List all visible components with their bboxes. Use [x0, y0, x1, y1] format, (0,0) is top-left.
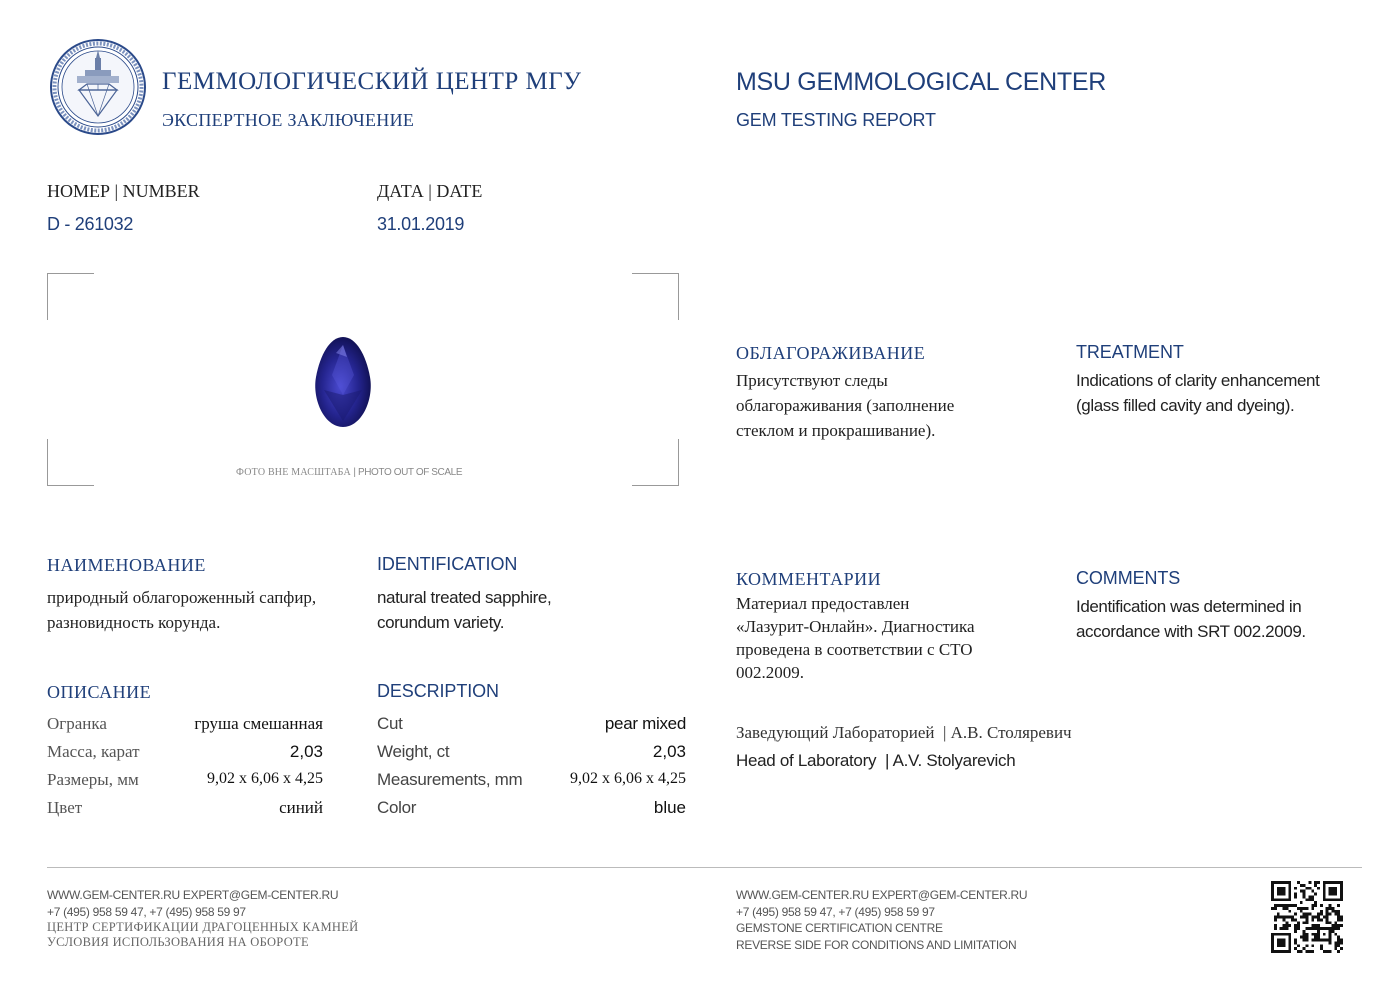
desc-row-weight-ru: Масса, карат: [47, 742, 140, 761]
identification-ru-label: НАИМЕНОВАНИЕ: [47, 555, 206, 575]
desc-row-measurements-ru: Размеры, мм: [47, 770, 139, 789]
footer-right: [736, 887, 1027, 953]
footer-right-centre: GEMSTONE CERTIFICATION CENTRE: [736, 921, 943, 935]
desc-row-weight-en: Weight, ct: [377, 742, 450, 761]
desc-row-measurements-en: Measurements, mm: [377, 770, 523, 789]
header-ru-title: ГЕММОЛОГИЧЕСКИЙ ЦЕНТР МГУ: [162, 68, 582, 95]
desc-row-color-ru: Цвет: [47, 798, 83, 817]
sapphire-photo: [312, 335, 374, 429]
signature-en: Head of Laboratory | A.V. Stolyarevich: [736, 751, 1016, 770]
desc-row-color-ru-value: синий: [279, 798, 323, 817]
header-en-subtitle: GEM TESTING REPORT: [736, 110, 936, 130]
desc-row-cut-ru-value: груша смешанная: [194, 714, 323, 733]
footer-divider: [47, 867, 1362, 868]
desc-row-color-en: Color: [377, 798, 417, 817]
footer-right-phones: +7 (495) 958 59 47, +7 (495) 958 59 97: [736, 904, 935, 919]
treatment-ru-text: Присутствуют следы облагораживания (заполнение стеклом и прокрашивание).: [736, 371, 955, 440]
footer-left-centre: ЦЕНТР СЕРТИФИКАЦИИ ДРАГОЦЕННЫХ КАМНЕЙ: [47, 920, 359, 934]
desc-row-cut-ru: Огранка: [47, 714, 107, 733]
description-ru-label: ОПИСАНИЕ: [47, 682, 152, 702]
desc-row-color-en-value: blue: [653, 798, 686, 817]
msu-seal-logo: [49, 38, 147, 136]
desc-row-cut-en: Cut: [377, 714, 403, 733]
desc-row-weight-ru-value: 2,03: [289, 742, 323, 761]
desc-row-cut-en-value: pear mixed: [604, 714, 686, 733]
comments-ru-text: Материал предоставлен «Лазурит-Онлайн». Диагностика проведена в соответствии с СТО 002.2009.: [736, 594, 975, 682]
footer-left-conditions: УСЛОВИЯ ИСПОЛЬЗОВАНИЯ НА ОБОРОТЕ: [47, 935, 309, 949]
desc-row-weight-en-value: 2,03: [652, 742, 686, 761]
footer-right-conditions: REVERSE SIDE FOR CONDITIONS AND LIMITATION: [736, 937, 1017, 952]
comments-en-label: COMMENTS: [1076, 568, 1181, 588]
report-number-value: D - 261032: [47, 214, 134, 234]
treatment-ru-label: ОБЛАГОРАЖИВАНИЕ: [736, 343, 926, 363]
treatment-en-text: Indications of clarity enhancement (glass filled cavity and dyeing).: [1076, 371, 1320, 415]
description-en-label: DESCRIPTION: [377, 681, 499, 701]
desc-row-measurements-ru-value: 9,02 x 6,06 x 4,25: [207, 770, 323, 787]
footer-left-phones: +7 (495) 958 59 47, +7 (495) 958 59 97: [47, 904, 246, 919]
treatment-en-label: TREATMENT: [1076, 342, 1184, 362]
photo-caption: [236, 467, 462, 478]
footer-left-contacts: WWW.GEM-CENTER.RU EXPERT@GEM-CENTER.RU: [47, 888, 339, 902]
photo-caption-ru: ФОТО ВНЕ МАСШТАБА: [236, 467, 351, 478]
header-en-title: MSU GEMMOLOGICAL CENTER: [736, 68, 1106, 96]
signature-ru: Заведующий Лабораторией | А.В. Столяревич: [736, 723, 1072, 742]
header-ru-subtitle: ЭКСПЕРТНОЕ ЗАКЛЮЧЕНИЕ: [162, 110, 415, 130]
desc-row-measurements-en-value: 9,02 x 6,06 x 4,25: [570, 770, 686, 787]
report-date-label: ДАТА | DATE: [377, 181, 483, 201]
qr-code[interactable]: [1271, 881, 1343, 953]
report-number-label: НОМЕР | NUMBER: [47, 181, 200, 201]
footer-right-contacts: WWW.GEM-CENTER.RU EXPERT@GEM-CENTER.RU: [736, 888, 1028, 902]
identification-en-label: IDENTIFICATION: [377, 554, 518, 574]
report-date-value: 31.01.2019: [377, 214, 465, 234]
photo-caption-en: | PHOTO OUT OF SCALE: [353, 467, 463, 478]
footer-left: [47, 887, 359, 950]
comments-en-text: Identification was determined in accordance with SRT 002.2009.: [1076, 597, 1306, 641]
identification-en-text: natural treated sapphire, corundum variety.: [377, 588, 552, 632]
comments-ru-label: КОММЕНТАРИИ: [736, 569, 882, 589]
identification-ru-text: природный облагороженный сапфир, разновидность корунда.: [47, 588, 317, 632]
